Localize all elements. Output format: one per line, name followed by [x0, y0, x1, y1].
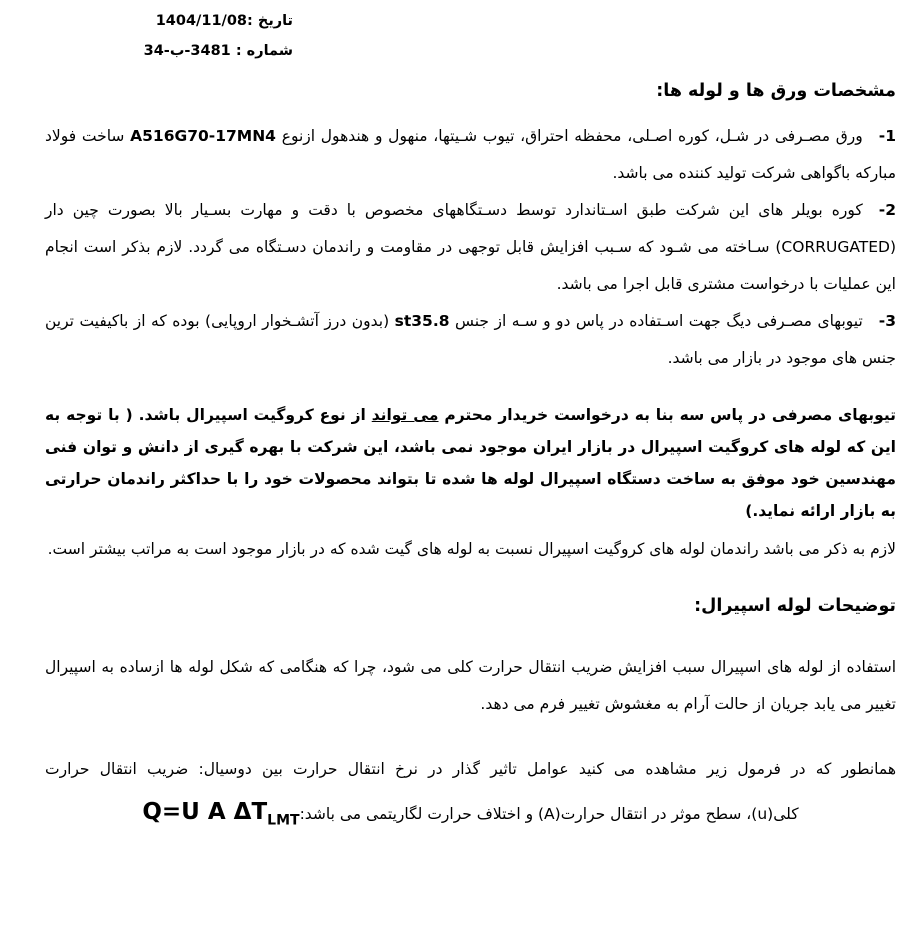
list-marker-2: 2- — [878, 201, 896, 219]
item1-text-before: ورق مصـرفی در شـل، کوره اصـلی، محفظه احتراق، تیوب شـیتها، منهول و هندهول ازنوع — [275, 127, 863, 145]
list-item-2 — [45, 192, 896, 303]
section-title-spiral-pipe: توضیحات لوله اسپیرال: — [694, 596, 896, 616]
heat-transfer-paragraph — [45, 751, 896, 841]
heat-transfer-paragraph-line1: همانطور که در فرمول زیر مشاهده می کنید عوامل تاثیر گذار در نرخ انتقال حرارت بین دوسیال: ضریب انتقال حرارت — [45, 760, 896, 778]
date-line: تاریخ :1404/11/08 — [155, 13, 293, 29]
formula-subscript: LMT — [267, 812, 300, 829]
item3-text-after: (بدون درز آتشـخوار اروپایی) بوده که از باکیفیت ترین جنس های موجود در بازار می باشد. — [45, 312, 896, 367]
spiral-corrugated-bold-note — [45, 399, 896, 527]
efficiency-note: لازم به ذکر می باشد راندمان لوله های کروگیت اسپیرال نسبت به لوله های گیت شده که در بازار موجود است به مراتب بیشتر است. — [47, 540, 896, 558]
item3-grade-code: st35.8 — [394, 312, 450, 330]
heat-transfer-formula — [142, 799, 300, 829]
formula-main: Q=U A ΔT — [142, 799, 268, 825]
bold-note-text-before: تیوبهای مصرفی در پاس سه بنا به درخواست خریدار محترم — [438, 406, 896, 424]
item1-grade-code: A516G70-17MN4 — [130, 127, 276, 145]
item2-text: کوره بویلر های این شرکت طبق اسـتاندارد توسط دسـتگاههای مخصوص با دقت و مهارت بسـیار بالا بصورت چین دار (CORRUGATED) سـاخته می شـود که سـبب افزایش قابل توجهی در مقاومت و راندمان دسـتگاه می گردد. لازم بذکر است انجام این عملیات با درخواست مشتری قابل اجرا می باشد. — [45, 201, 896, 293]
spiral-benefit-paragraph: استفاده از لوله های اسپیرال سبب افزایش ضریب انتقال حرارت کلی می شود، چرا که هنگامی که شکل لوله ها ازساده به اسپیرال تغییر می یابد جریان از حالت آرام به مغشوش تغییر فرم می دهد. — [45, 658, 896, 713]
heat-transfer-paragraph-line2-text: کلی(u)، سطح موثر در انتقال حرارت(A) و اختلاف حرارت لگاریتمی می باشد: — [299, 805, 799, 823]
list-marker-3: 3- — [878, 312, 896, 330]
number-line: شماره : 3481-ب-34 — [143, 43, 293, 59]
spec-list — [45, 118, 896, 377]
list-item-1 — [45, 118, 896, 192]
list-item-3 — [45, 303, 896, 377]
heat-transfer-paragraph-line2 — [45, 792, 896, 841]
item1-text-after: ساخت فولاد مبارکه باگواهی شرکت تولید کننده می باشد. — [45, 127, 896, 182]
letterhead — [144, 6, 293, 66]
item3-text-before: تیوبهای مصـرفی دیگ جهت اسـتفاده در پاس دو و سـه از جنس — [449, 312, 863, 330]
list-marker-1: 1- — [878, 127, 896, 145]
underlined-emphasis: می تواند — [371, 406, 439, 424]
section-title-sheets-pipes: مشخصات ورق ها و لوله ها: — [656, 81, 896, 101]
bold-note-text-after: از نوع کروگیت اسپیرال باشد. ( با توجه به این که لوله های کروگیت اسپیرال در بازار ایران موجود نمی باشد، این شرکت با بهره گیری از دانش و توان فنی مهندسین خود موفق به ساخت دستگاه اسپیرال لوله ها شده تا بتواند محصولات خود را با حداکثر راندمان حرارتی به بازار ارائه نماید.) — [45, 406, 896, 520]
